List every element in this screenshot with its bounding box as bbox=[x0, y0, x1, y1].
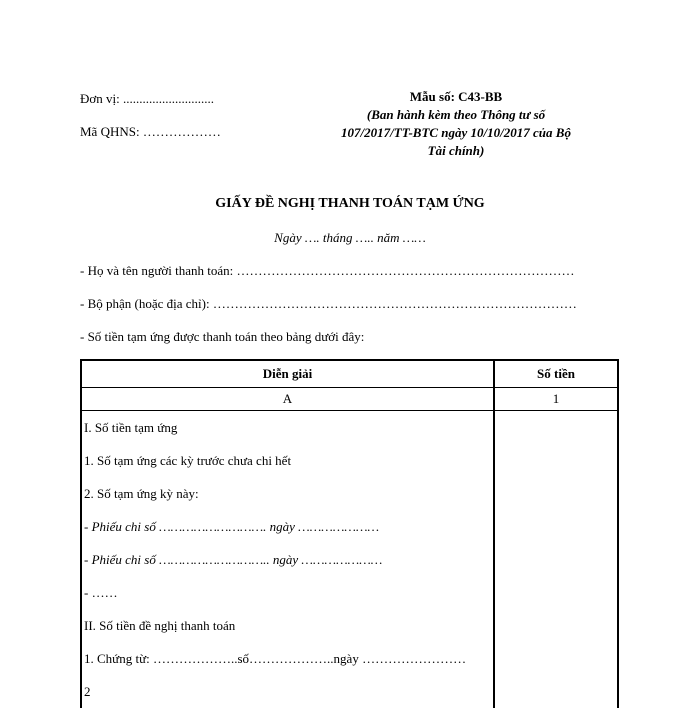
table-header-row bbox=[81, 360, 618, 388]
issued-line-3: Tài chính) bbox=[322, 142, 590, 160]
subheader-1: 1 bbox=[494, 388, 618, 411]
unit-label: Đơn vị: ............................ bbox=[80, 91, 214, 107]
document-title: GIẤY ĐỀ NGHỊ THANH TOÁN TẠM ỨNG bbox=[0, 196, 700, 212]
row-ellipsis: - …… bbox=[81, 576, 494, 609]
amount-note: - Số tiền tạm ứng được thanh toán theo bảng dưới đây: bbox=[80, 329, 364, 345]
row-document-2: 2 bbox=[81, 675, 494, 708]
form-code-block bbox=[322, 88, 590, 160]
row-current-advance: 2. Số tạm ứng kỳ này: bbox=[81, 477, 494, 510]
subheader-a: A bbox=[81, 388, 494, 411]
header-description: Diễn giải bbox=[81, 360, 494, 388]
issued-line-1: (Ban hành kèm theo Thông tư số bbox=[322, 106, 590, 124]
department-field: - Bộ phận (hoặc địa chỉ): ………………………………………………………………………… bbox=[80, 296, 577, 312]
row-document-1: 1. Chứng từ: ………………..số………………..ngày …………………… bbox=[81, 642, 494, 675]
row-voucher-1: - Phiếu chi số ………………………. ngày ………………… bbox=[81, 510, 494, 543]
date-line: Ngày …. tháng ….. năm …… bbox=[0, 230, 700, 246]
form-code: Mẫu số: C43-BB bbox=[322, 88, 590, 106]
row-requested-payment: II. Số tiền đề nghị thanh toán bbox=[81, 609, 494, 642]
table-row bbox=[81, 411, 618, 445]
payer-name-field: - Họ và tên người thanh toán: …………………………………………………………………… bbox=[80, 263, 575, 279]
table-subheader-row bbox=[81, 388, 618, 411]
settlement-table bbox=[80, 359, 619, 708]
header-amount: Số tiền bbox=[494, 360, 618, 388]
row-voucher-2: - Phiếu chi số ……………………….. ngày ………………… bbox=[81, 543, 494, 576]
issued-line-2: 107/2017/TT-BTC ngày 10/10/2017 của Bộ bbox=[322, 124, 590, 142]
row-previous-advance: 1. Số tạm ứng các kỳ trước chưa chi hết bbox=[81, 444, 494, 477]
row-advance-amount: I. Số tiền tạm ứng bbox=[81, 411, 494, 445]
amount-cell bbox=[494, 411, 618, 708]
qhns-label: Mã QHNS: ……………… bbox=[80, 124, 221, 140]
